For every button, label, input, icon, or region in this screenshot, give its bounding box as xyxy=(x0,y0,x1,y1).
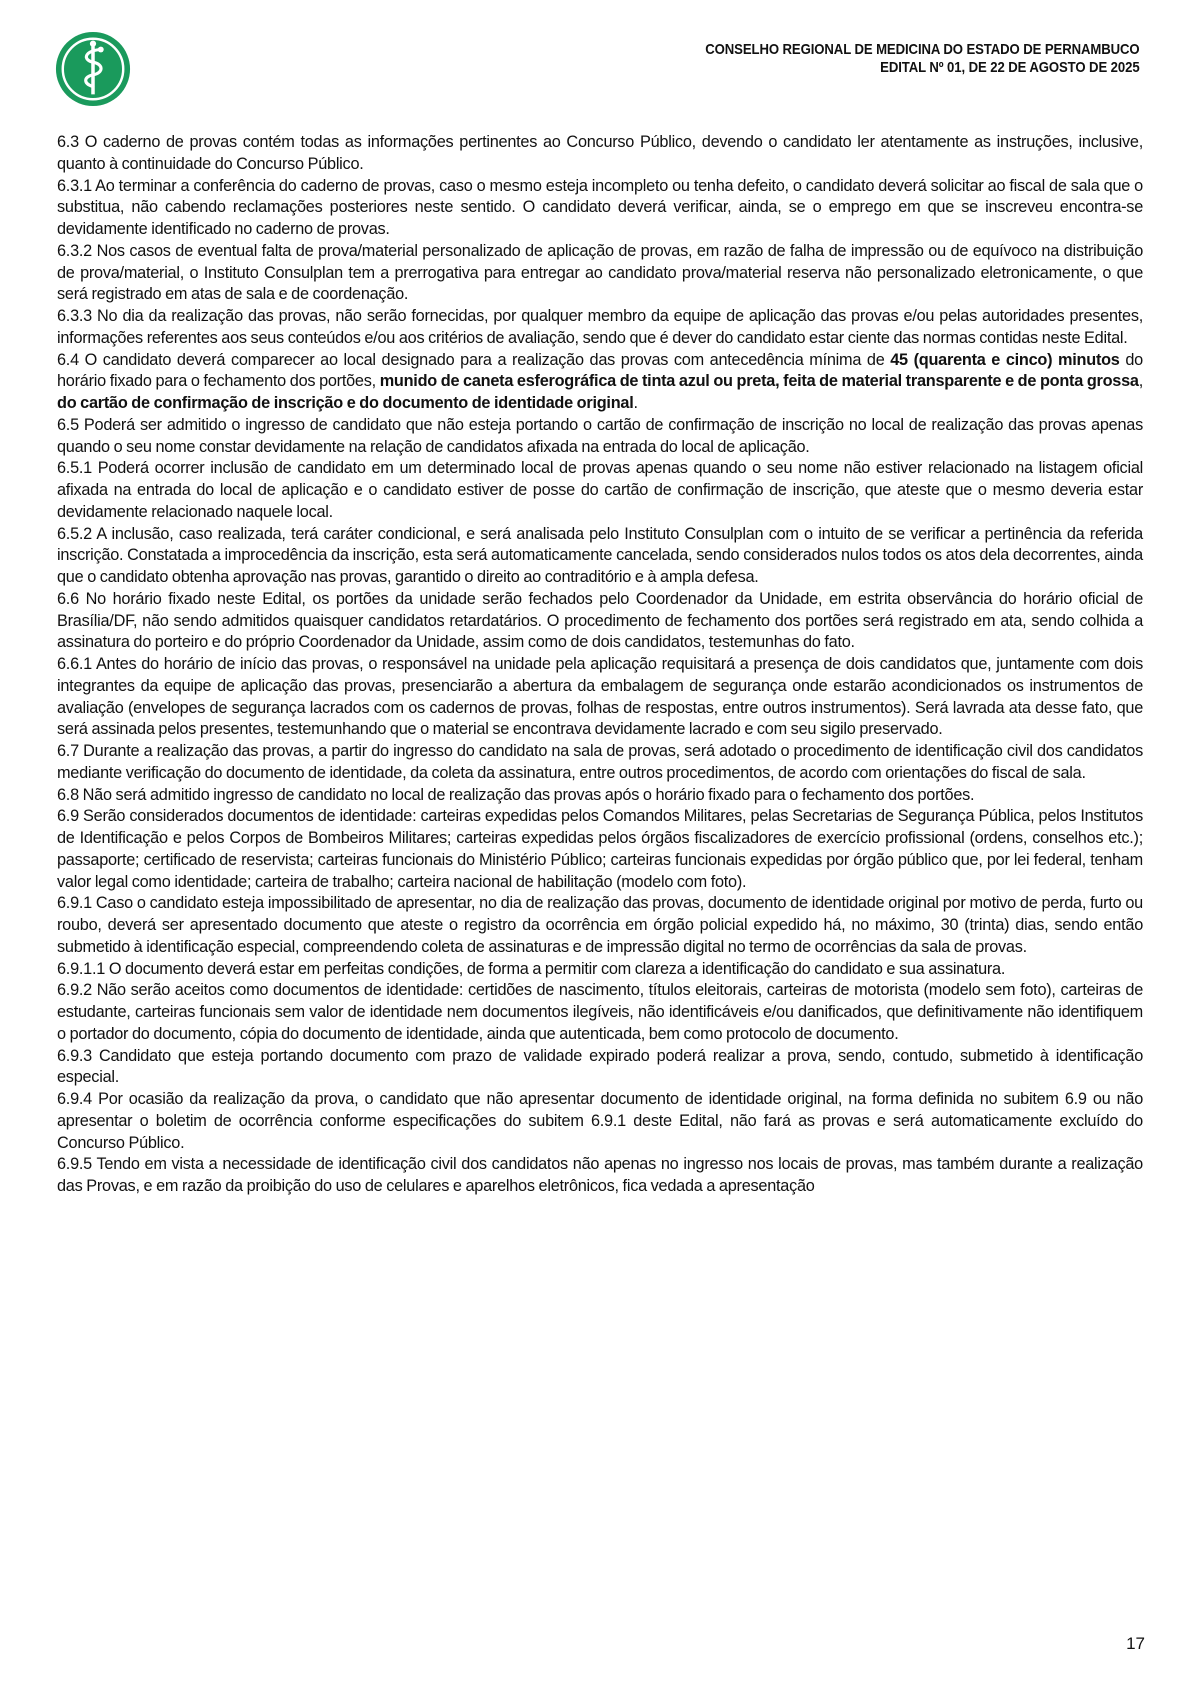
clause-6-5-1 xyxy=(57,458,1143,523)
text-segment: 6.5.2 A inclusão, caso realizada, terá caráter condicional, e será analisada pelo Instituto Consulplan com o intuito de se verificar a pertinência da referida inscrição. Constatada a improcedência da inscrição, esta será automaticamente cancelada, sendo considerados nulos todos os atos dela decorrentes, ainda que o candidato obtenha aprovação nas provas, garantido o direito ao contraditório e à ampla defesa. xyxy=(57,524,1143,586)
document-body xyxy=(57,132,1143,1198)
text-segment: 6.3.3 No dia da realização das provas, não serão fornecidas, por qualquer membro da equipe de aplicação das provas e/ou pelas autoridades presentes, informações referentes aos seus conteúdos e/ou aos critérios de avaliação, sendo que é dever do candidato estar ciente das normas contidas neste Edital. xyxy=(57,307,1143,347)
bold-text: 45 (quarenta e cinco) minutos xyxy=(890,350,1120,369)
clause-6-9 xyxy=(57,806,1143,893)
text-segment: 6.6.1 Antes do horário de início das provas, o responsável na unidade pela aplicação requisitará a presença de dois candidatos que, juntamente com dois integrantes da equipe de aplicação das provas, presenciarão a abertura da embalagem de segurança onde estarão acondicionados os instrumentos de avaliação (envelopes de segurança lacrados com os cadernos de provas, folhas de respostas, entre outros instrumentos). Será lavrada ata desse fato, que será assinada pelos presentes, testemunhando que o material se encontrava devidamente lacrado e com seu sigilo preservado. xyxy=(57,655,1143,739)
text-segment: . xyxy=(633,394,638,412)
text-segment: 6.9.5 Tendo em vista a necessidade de identificação civil dos candidatos não apenas no ingresso nos locais de provas, mas também durante a realização das Provas, e em razão da proibição do uso de celulares e aparelhos eletrônicos, fica vedada a apresentação xyxy=(57,1155,1143,1195)
text-segment: 6.7 Durante a realização das provas, a partir do ingresso do candidato na sala de provas, será adotado o procedimento de identificação civil dos candidatos mediante verificação do documento de identidade, da coleta da assinatura, entre outros procedimentos, de acordo com orientações do fiscal de sala. xyxy=(57,742,1143,782)
clause-6-9-1-1 xyxy=(57,959,1143,981)
clause-6-9-2 xyxy=(57,980,1143,1045)
clause-6-9-3 xyxy=(57,1046,1143,1090)
text-segment: 6.9.1 Caso o candidato esteja impossibilitado de apresentar, no dia de realização das provas, documento de identidade original por motivo de perda, furto ou roubo, deverá ser apresentado documento que ateste o registro da ocorrência em órgão policial expedido há, no máximo, 30 (trinta) dias, sendo então submetido à identificação especial, compreendendo coleta de assinaturas e de impressão digital no termo de ocorrências da sala de provas. xyxy=(57,894,1143,956)
clause-6-8 xyxy=(57,785,1143,807)
clause-6-3 xyxy=(57,132,1143,176)
text-segment: 6.4 O candidato deverá comparecer ao local designado para a realização das provas com antecedência mínima de xyxy=(57,350,891,369)
edital-title: EDITAL Nº 01, DE 22 DE AGOSTO DE 2025 xyxy=(880,60,1140,76)
clause-6-9-5 xyxy=(57,1154,1143,1198)
text-segment: 6.9.3 Candidato que esteja portando documento com prazo de validade expirado poderá realizar a prova, sendo, contudo, submetido à identificação especial. xyxy=(57,1046,1143,1087)
clause-6-5 xyxy=(57,415,1143,459)
clause-6-5-2 xyxy=(57,524,1143,589)
bold-text: munido de caneta esferográfica de tinta azul ou preta, feita de material transparente e de ponta grossa xyxy=(379,372,1139,391)
organization-name: CONSELHO REGIONAL DE MEDICINA DO ESTADO DE PERNAMBUCO xyxy=(705,42,1140,58)
text-segment: 6.3.2 Nos casos de eventual falta de prova/material personalizado de aplicação de provas, em razão de falha de impressão ou de equívoco na distribuição de prova/material, o Instituto Consulplan tem a prerrogativa para entregar ao candidato prova/material reserva não personalizado eletronicamente, o que será registrado em atas de sala e de coordenação. xyxy=(57,241,1143,304)
clause-6-3-3 xyxy=(57,306,1143,350)
clause-6-9-4 xyxy=(57,1089,1143,1154)
clause-6-7 xyxy=(57,741,1143,785)
bold-text: do cartão de confirmação de inscrição e do documento de identidade original xyxy=(57,394,634,412)
text-segment: 6.6 No horário fixado neste Edital, os portões da unidade serão fechados pelo Coordenador da Unidade, em estrita observância do horário oficial de Brasília/DF, não sendo admitidos quaisquer candidatos retardatários. O procedimento de fechamento dos portões será registrado em ata, sendo colhida a assinatura do porteiro e do próprio Coordenador da Unidade, assim como de dois candidatos, testemunhas do fato. xyxy=(57,589,1143,652)
text-segment: 6.9 Serão considerados documentos de identidade: carteiras expedidas pelos Comandos Militares, pelas Secretarias de Segurança Pública, pelos Institutos de Identificação e pelos Corpos de Bombeiros Militares; carteiras expedidas pelos órgãos fiscalizadores de exercício profissional (ordens, conselhos etc.); passaporte; certificado de reservista; carteiras funcionais do Ministério Público; carteiras funcionais expedidas por órgão público que, por lei federal, tenham valor legal como identidade; carteira de trabalho; carteira nacional de habilitação (modelo com foto). xyxy=(57,807,1143,891)
crm-logo-icon xyxy=(54,30,132,108)
document-header xyxy=(706,41,1140,77)
text-segment: 6.3.1 Ao terminar a conferência do caderno de provas, caso o mesmo esteja incompleto ou tenha defeito, o candidato deverá solicitar ao fiscal de sala que o substitua, não cabendo reclamações posteriores neste sentido. O candidato deverá verificar, ainda, se o emprego em que se inscreveu encontra-se devidamente identificado no caderno de provas. xyxy=(57,176,1143,238)
clause-6-3-2 xyxy=(57,241,1143,306)
text-segment: 6.5 Poderá ser admitido o ingresso de candidato que não esteja portando o cartão de confirmação de inscrição no local de realização das provas apenas quando o seu nome constar devidamente na relação de candidatos afixada na entrada do local de aplicação. xyxy=(57,415,1143,456)
text-segment: 6.9.4 Por ocasião da realização da prova, o candidato que não apresentar documento de identidade original, na forma definida no subitem 6.9 ou não apresentar o boletim de ocorrência conforme especificações do subitem 6.9.1 deste Edital, não fará as provas e será automaticamente excluído do Concurso Público. xyxy=(57,1090,1143,1152)
text-segment: 6.8 Não será admitido ingresso de candidato no local de realização das provas após o horário fixado para o fechamento dos portões. xyxy=(57,785,975,804)
text-segment: , xyxy=(1138,372,1143,391)
clause-6-6-1 xyxy=(57,654,1143,741)
text-segment: 6.3 O caderno de provas contém todas as informações pertinentes ao Concurso Público, devendo o candidato ler atentamente as instruções, inclusive, quanto à continuidade do Concurso Público. xyxy=(57,133,1143,173)
clause-6-6 xyxy=(57,589,1143,654)
clause-6-9-1 xyxy=(57,893,1143,958)
clause-6-3-1 xyxy=(57,176,1143,241)
text-segment: 6.9.2 Não serão aceitos como documentos de identidade: certidões de nascimento, títulos eleitorais, carteiras de motorista (modelo sem foto), carteiras de estudante, carteiras funcionais sem valor de identidade nem documentos ilegíveis, não identificáveis e/ou danificados, que definitivamente não identifiquem o portador do documento, cópia do documento de identidade, ainda que autenticada, bem como protocolo de documento. xyxy=(57,981,1143,1043)
clause-6-4 xyxy=(57,350,1143,415)
text-segment: 6.9.1.1 O documento deverá estar em perfeitas condições, de forma a permitir com clareza a identificação do candidato e sua assinatura. xyxy=(57,959,1006,978)
page-number: 17 xyxy=(1126,1634,1145,1653)
text-segment: 6.5.1 Poderá ocorrer inclusão de candidato em um determinado local de provas apenas quando o seu nome não estiver relacionado na listagem oficial afixada na entrada do local de aplicação e o candidato estiver de posse do cartão de confirmação de inscrição, que ateste que o mesmo deveria estar devidamente relacionado naquele local. xyxy=(57,459,1143,521)
text-segment: do horário fixado para o fechamento dos portões, xyxy=(57,350,1143,391)
